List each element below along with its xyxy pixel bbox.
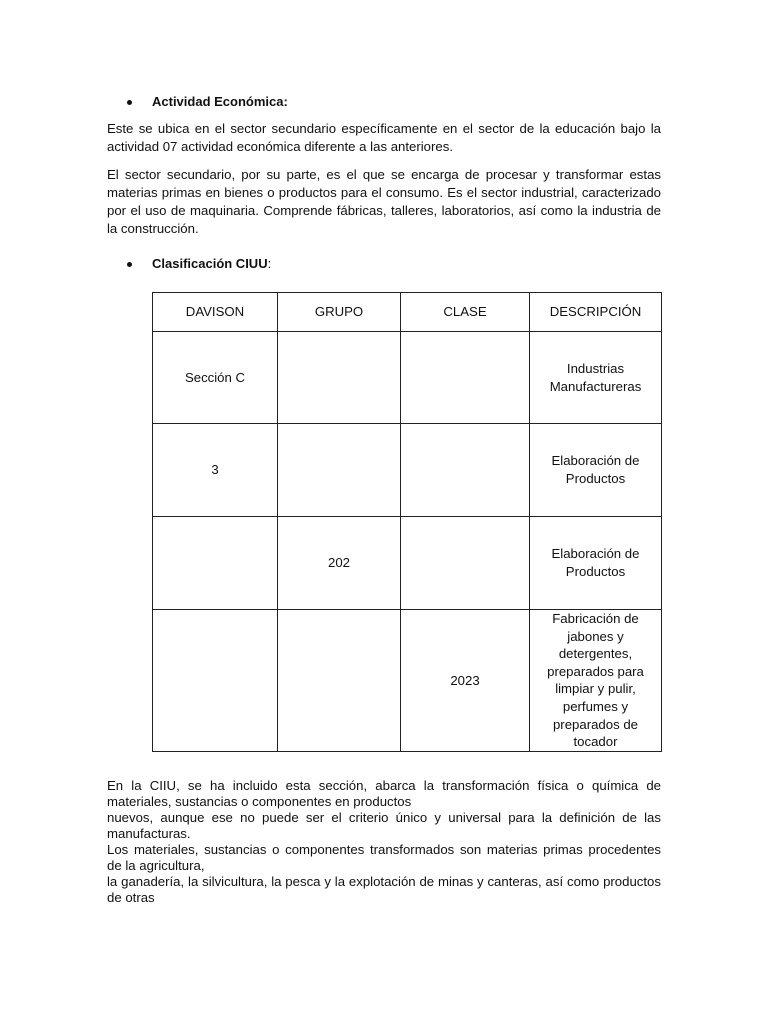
table-row — [153, 332, 662, 424]
paragraph-line: En la CIIU, se ha incluido esta sección, abarca la transformación física o química de materiales, sustancias o componentes en productos — [107, 778, 661, 809]
table-cell: 3 — [153, 424, 278, 517]
table-cell — [401, 424, 530, 517]
table-cell: Sección C — [153, 332, 278, 424]
table-cell: Elaboración de Productos — [530, 517, 662, 610]
table-row — [153, 424, 662, 517]
section-heading: Actividad Económica: — [152, 94, 288, 109]
paragraph-line: Los materiales, sustancias o componentes transformados son materias primas procedentes de la agricultura, — [107, 842, 661, 873]
section-heading — [152, 256, 271, 272]
table-cell — [401, 517, 530, 610]
ciiu-table — [152, 292, 662, 752]
table-cell: 2023 — [401, 610, 530, 752]
table-cell — [401, 332, 530, 424]
table-header-row — [153, 293, 662, 332]
bullet-dot — [127, 100, 132, 105]
section-heading-colon: : — [267, 256, 272, 271]
table-header-cell: GRUPO — [278, 293, 401, 332]
table-cell — [278, 332, 401, 424]
table-cell — [278, 610, 401, 752]
table-row — [153, 610, 662, 752]
table-cell: 202 — [278, 517, 401, 610]
table-header-cell: DAVISON — [153, 293, 278, 332]
table-cell — [278, 424, 401, 517]
table-header-cell: DESCRIPCIÓN — [530, 293, 662, 332]
paragraph-text: Este se ubica en el sector secundario específicamente en el sector de la educación bajo la actividad 07 actividad económica diferente a las anteriores. — [107, 121, 661, 154]
table-cell: Elaboración de Productos — [530, 424, 662, 517]
table-cell — [153, 517, 278, 610]
table-cell — [153, 610, 278, 752]
table-cell: Fabricación de jabones y detergentes, preparados para limpiar y pulir, perfumes y preparados de tocador — [530, 610, 662, 752]
paragraph-line: la ganadería, la silvicultura, la pesca y la explotación de minas y canteras, así como productos de otras — [107, 874, 661, 905]
bullet-dot — [127, 262, 132, 267]
paragraph-text: El sector secundario, por su parte, es el que se encarga de procesar y transformar estas materias primas en bienes o productos para el consumo. Es el sector industrial, caracterizado por el uso de maquinaria. Comprende fábricas, talleres, laboratorios, así como la industria de la construcción. — [107, 167, 661, 236]
paragraph-line: nuevos, aunque ese no puede ser el criterio único y universal para la definición de las manufacturas. — [107, 810, 661, 841]
table-header-cell: CLASE — [401, 293, 530, 332]
section-heading-text: Clasificación CIUU — [152, 256, 268, 271]
paragraph — [107, 120, 661, 156]
paragraph — [107, 166, 661, 238]
table-cell: Industrias Manufactureras — [530, 332, 662, 424]
table-row — [153, 517, 662, 610]
closing-paragraph — [107, 778, 661, 906]
